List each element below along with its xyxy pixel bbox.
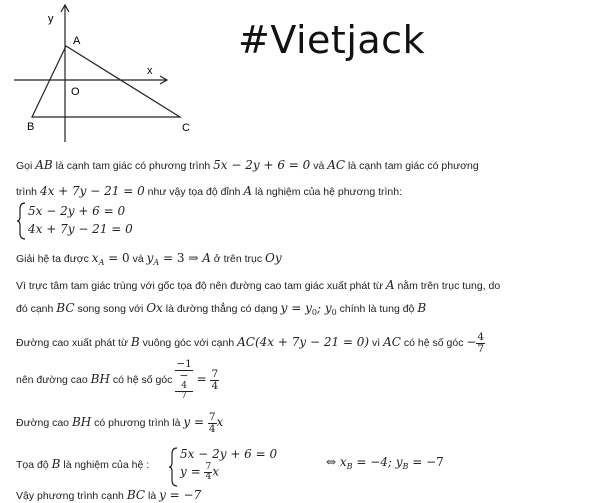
math: y <box>146 251 154 265</box>
math: A <box>385 278 395 292</box>
system-2-eq1: 5x − 2y + 6 = 0 <box>180 447 278 461</box>
math: BC <box>56 301 75 315</box>
triangle-figure <box>0 0 210 150</box>
text: là đường thẳng có dạng <box>162 303 281 315</box>
minus: − <box>179 369 189 382</box>
denominator: 4 <box>205 472 212 483</box>
text: và <box>310 160 328 172</box>
math: = −4; y <box>352 455 403 469</box>
denominator: 4 <box>208 422 216 435</box>
text: là cạnh tam giác có phương <box>345 160 479 172</box>
math: = <box>192 372 211 386</box>
math: AC <box>383 335 401 349</box>
line-7 <box>16 356 219 403</box>
subscript: 0 <box>331 308 337 318</box>
subscript: A <box>98 258 105 268</box>
brace-icon <box>16 202 26 240</box>
math: ⇔ x <box>326 455 347 469</box>
subscript: B <box>402 462 409 472</box>
text: có phương trình là <box>91 417 184 429</box>
text: đó cạnh <box>16 303 57 315</box>
line-3 <box>16 251 282 268</box>
text: là nghiệm của hệ phương trình: <box>252 186 403 198</box>
math: y = <box>180 464 205 479</box>
fraction <box>208 412 217 435</box>
fraction <box>210 369 219 392</box>
math: Oy <box>265 251 282 265</box>
text: Gọi <box>16 160 36 172</box>
text: vuông góc với cạnh <box>139 337 238 349</box>
text: Đường cao xuất phát từ <box>16 337 131 349</box>
text: là nghiệm của hệ : <box>60 459 150 471</box>
math: B <box>51 457 61 471</box>
line-4 <box>16 278 500 293</box>
math: = −7 <box>408 455 444 469</box>
denominator: 7 <box>181 391 187 402</box>
math: BH <box>90 372 110 386</box>
label-b: B <box>27 121 35 133</box>
system-1-eq2: 4x + 7y − 21 = 0 <box>28 222 133 236</box>
brand-title: #Vietjack <box>238 18 426 62</box>
text: là <box>145 490 160 502</box>
numerator: 4 <box>477 330 485 343</box>
math: y = y <box>280 301 312 315</box>
math: y = −7 <box>159 488 202 502</box>
text: nên đường cao <box>16 374 91 386</box>
text: song song với <box>74 303 147 315</box>
text: nằm trên trục tung, do <box>394 280 501 292</box>
subscript: A <box>153 258 160 268</box>
math: AC <box>327 158 346 172</box>
math: A <box>202 251 211 265</box>
line-10 <box>16 488 201 503</box>
denominator: 4 <box>211 379 219 392</box>
math: AB <box>35 158 53 172</box>
inner-fraction <box>175 382 192 402</box>
text: Tọa độ <box>16 459 52 471</box>
text: có hệ số góc <box>400 337 467 349</box>
text: là cạnh tam giác có phương trình <box>52 160 214 172</box>
text: như vậy tọa độ đỉnh <box>144 186 244 198</box>
fraction <box>175 359 192 402</box>
math: ; y <box>317 301 332 315</box>
math: 4x + 7y − 21 = 0 <box>39 184 145 198</box>
numerator: 7 <box>211 367 219 380</box>
math: BH <box>71 415 92 429</box>
system-1-eq1: 5x − 2y + 6 = 0 <box>28 204 126 218</box>
text: Đường cao <box>16 417 72 429</box>
math: x <box>216 415 224 429</box>
subscript: B <box>346 462 353 472</box>
math: = 0 <box>104 251 130 265</box>
subscript: 0 <box>311 308 318 318</box>
line-2 <box>16 184 402 199</box>
line-5 <box>16 301 426 318</box>
text: Vậy phương trình cạnh <box>16 490 127 502</box>
text: Vì trực tâm tam giác trùng với gốc tọa độ nên đường cao tam giác xuất phát từ <box>16 280 386 292</box>
text: có hệ số góc <box>109 374 176 386</box>
label-c: C <box>182 122 190 134</box>
math: AC(4x + 7y − 21 = 0) <box>237 335 370 349</box>
triangle-abc <box>32 46 180 117</box>
text: ở trên trục <box>210 253 266 265</box>
text: Giải hệ ta được <box>16 253 92 265</box>
label-a: A <box>73 35 81 47</box>
math: 5x − 2y + 6 = 0 <box>213 158 311 172</box>
numerator: −1 <box>176 357 192 370</box>
text: vì <box>369 337 384 349</box>
numerator: 7 <box>205 462 212 472</box>
system-2-eq2 <box>180 463 219 483</box>
label-y: y <box>48 13 54 25</box>
math: B <box>417 301 427 315</box>
math: A <box>243 184 253 198</box>
math: − <box>466 335 477 349</box>
denominator <box>175 371 192 402</box>
math: y = <box>183 415 208 429</box>
system-2-result <box>326 455 444 472</box>
text: trình <box>16 186 40 198</box>
text: chính là tung độ <box>336 303 418 315</box>
label-x: x <box>147 65 153 77</box>
line-8 <box>16 405 223 440</box>
numerator: 4 <box>175 382 192 392</box>
fraction <box>476 332 485 355</box>
line-1 <box>16 158 479 173</box>
math: = 3 ⇒ <box>159 251 203 265</box>
math: x <box>91 251 99 265</box>
brace-icon <box>168 447 178 487</box>
denominator: 7 <box>477 342 485 355</box>
text: và <box>129 253 147 265</box>
math: Ox <box>146 301 163 315</box>
line-9-lead <box>16 457 149 472</box>
math: B <box>130 335 140 349</box>
math: x <box>212 464 219 479</box>
numerator: 7 <box>208 410 216 423</box>
math: BC <box>126 488 146 502</box>
label-o: O <box>71 86 80 98</box>
